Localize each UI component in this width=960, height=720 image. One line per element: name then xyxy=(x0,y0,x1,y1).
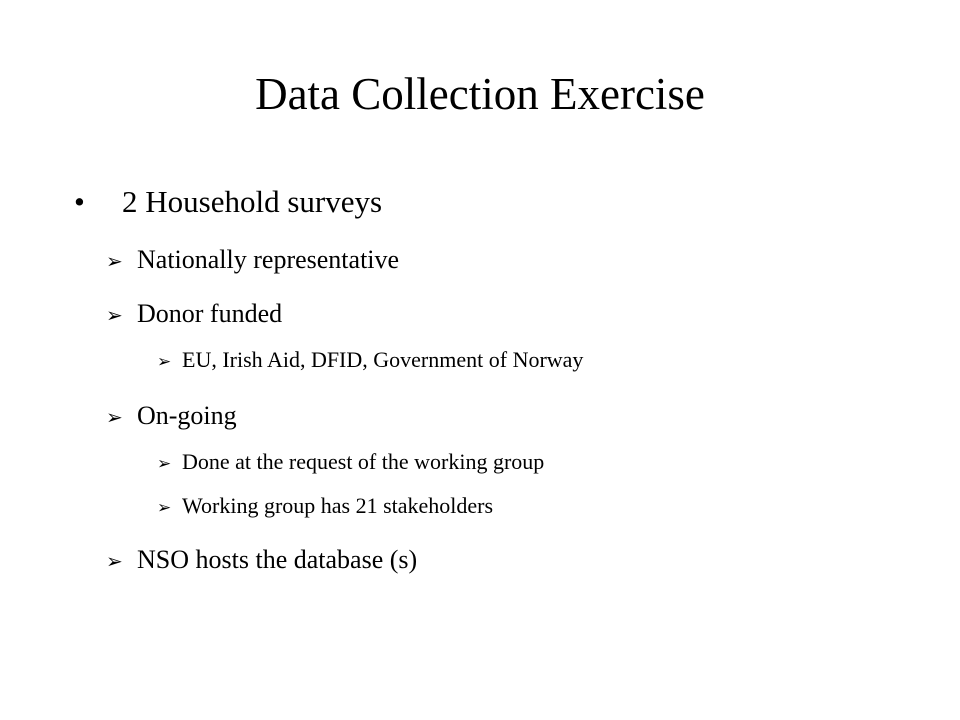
slide-title: Data Collection Exercise xyxy=(255,69,705,119)
sub-item-nso-database xyxy=(106,543,417,578)
bullet-icon: • xyxy=(74,184,85,219)
sub-sub-item-donors xyxy=(157,345,583,377)
sub-sub-item-text: Done at the request of the working group xyxy=(182,449,545,474)
arrow-bullet-icon: ➢ xyxy=(106,303,123,327)
arrow-bullet-icon: ➢ xyxy=(106,405,123,429)
sub-sub-item-text: Working group has 21 stakeholders xyxy=(182,493,494,518)
arrow-bullet-icon: ➢ xyxy=(106,549,123,573)
arrow-bullet-icon: ➢ xyxy=(157,454,172,474)
sub-item-text: Nationally representative xyxy=(137,245,400,274)
arrow-bullet-icon: ➢ xyxy=(157,352,172,372)
sub-item-text: Donor funded xyxy=(137,299,283,328)
sub-sub-item-working-group-request xyxy=(157,447,544,479)
sub-item-text: NSO hosts the database (s) xyxy=(137,545,418,574)
sub-sub-item-stakeholders xyxy=(157,491,493,523)
sub-item-text: On-going xyxy=(137,401,237,430)
arrow-bullet-icon: ➢ xyxy=(106,249,123,273)
bullet-text: 2 Household surveys xyxy=(122,184,383,219)
arrow-bullet-icon: ➢ xyxy=(157,498,172,518)
sub-item-donor-funded xyxy=(106,297,282,332)
bullet-item-household-surveys xyxy=(74,183,382,221)
sub-item-on-going xyxy=(106,399,237,434)
sub-item-nationally-representative xyxy=(106,243,399,278)
sub-sub-item-text: EU, Irish Aid, DFID, Government of Norway xyxy=(182,347,584,372)
